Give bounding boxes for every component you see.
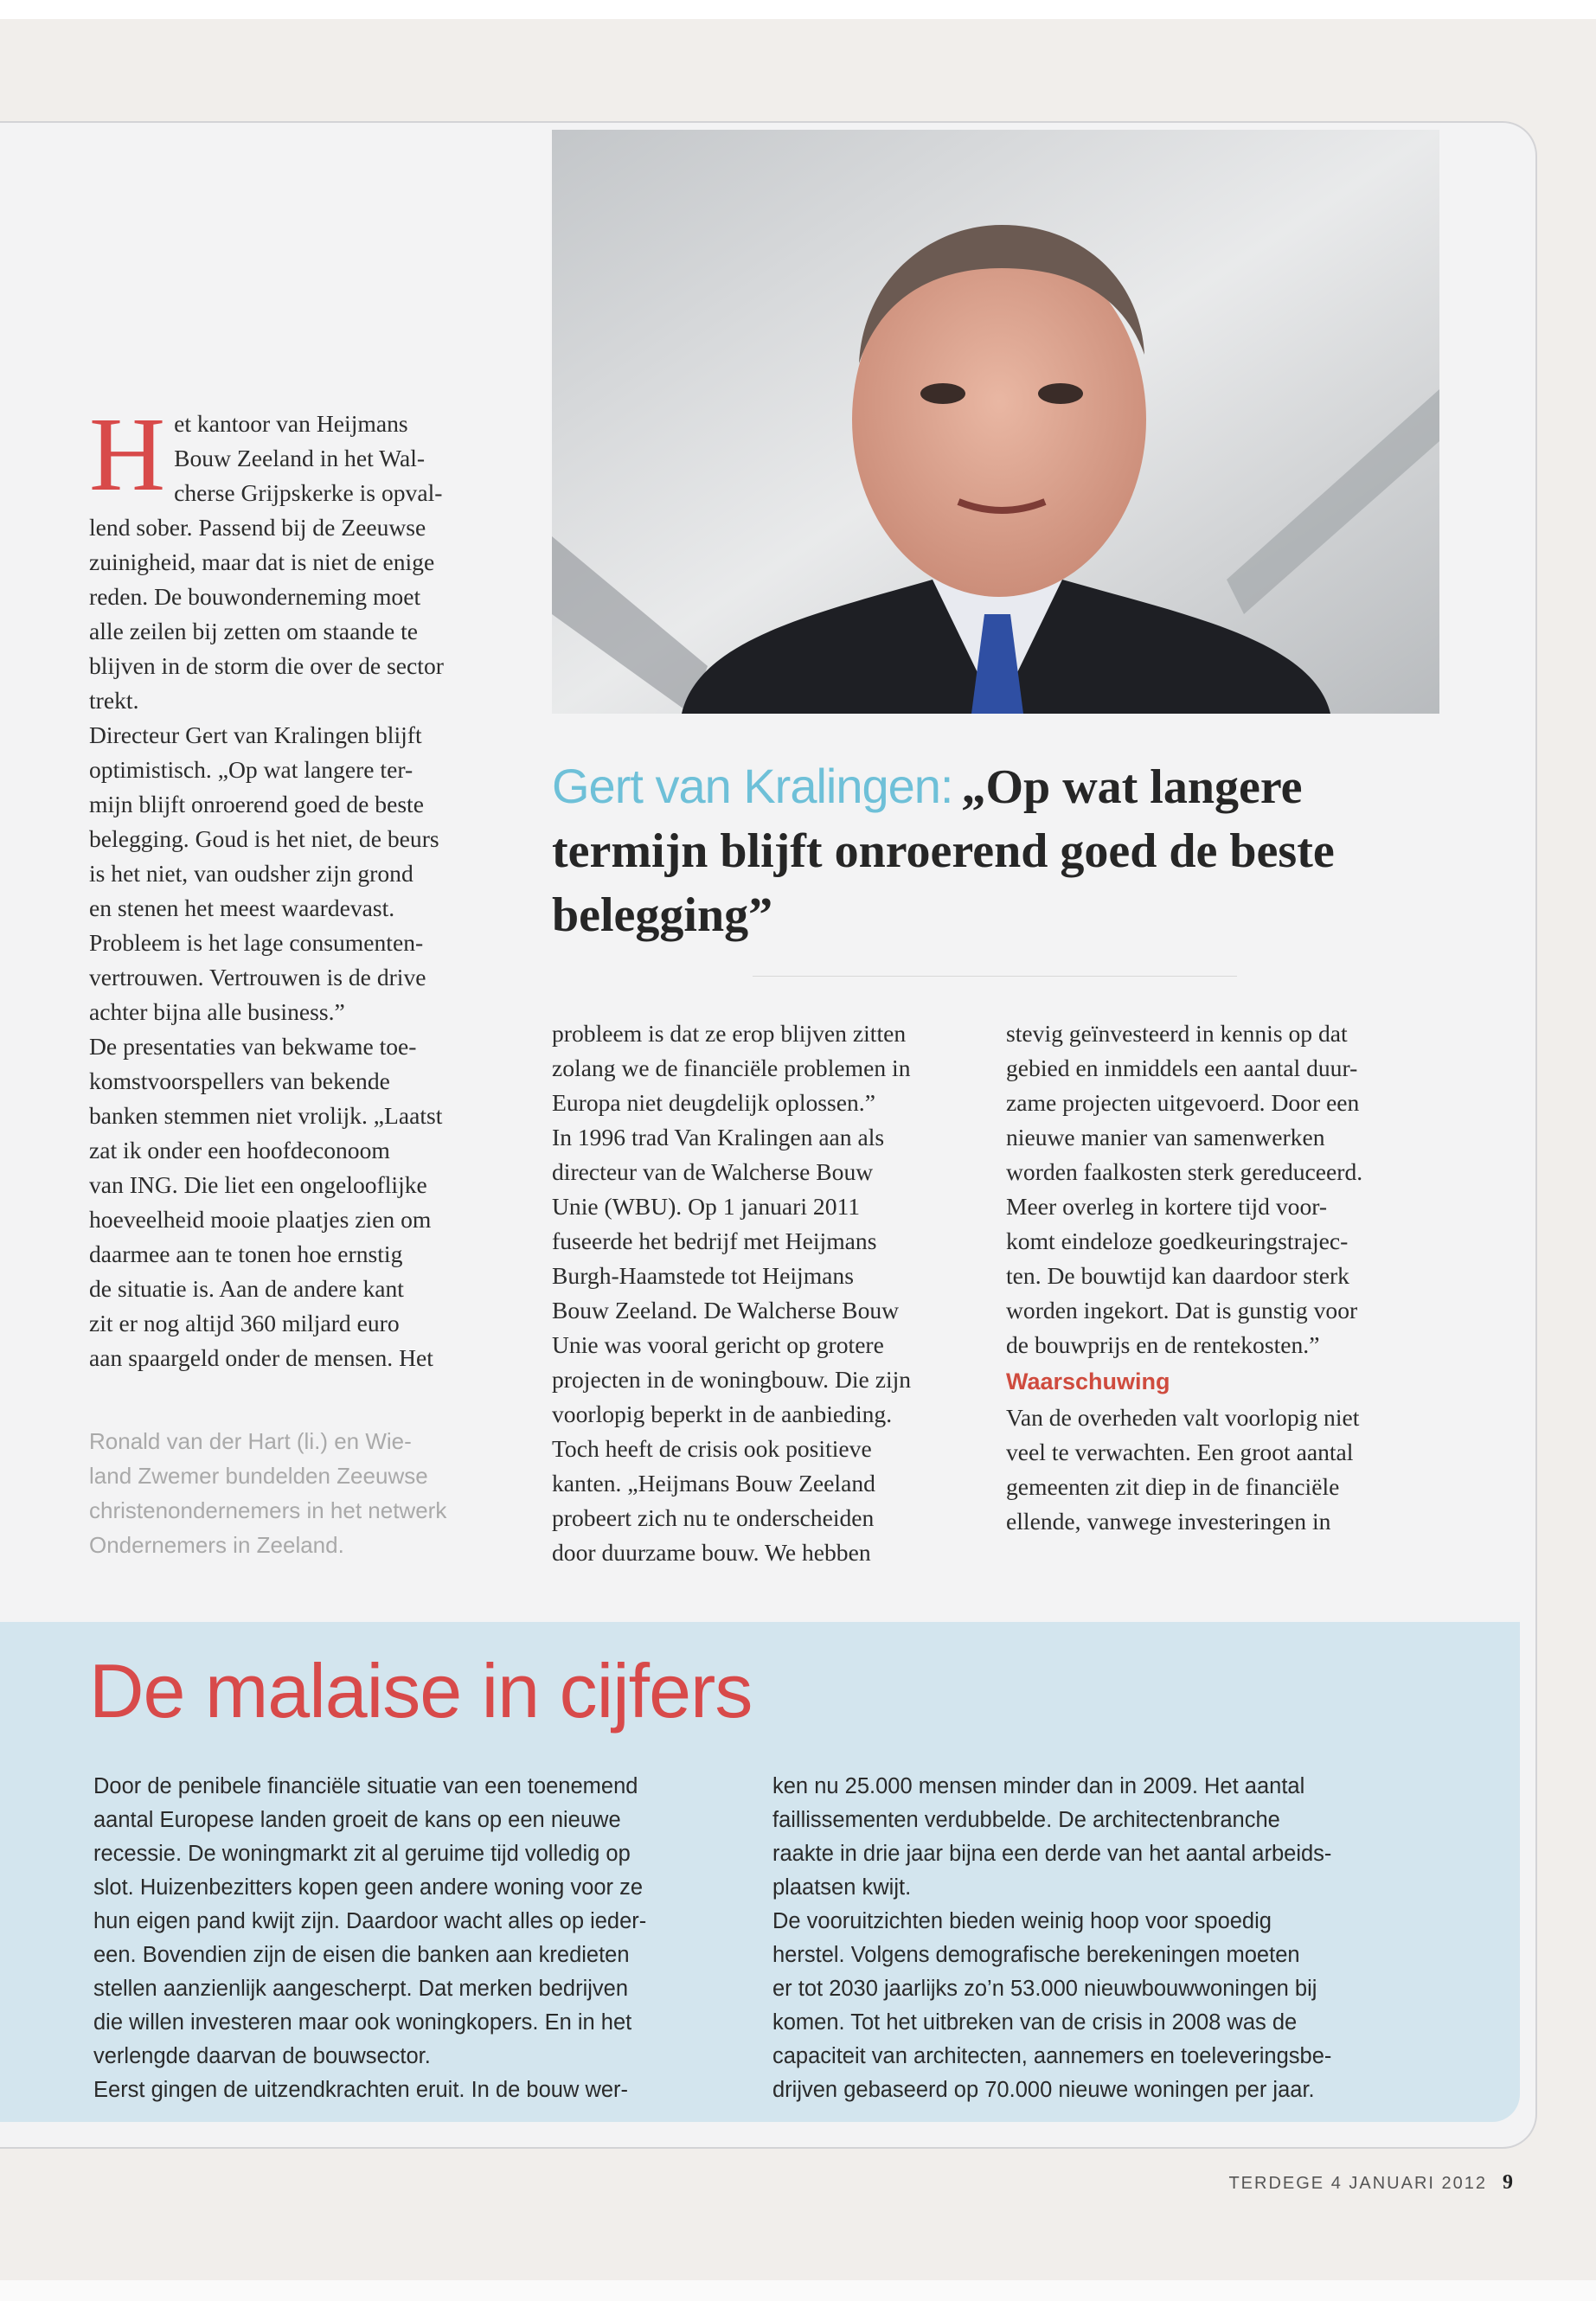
scan-border-top [0,0,1596,19]
box-column-2: ken nu 25.000 mensen minder dan in 2009. Het aantal faillissementen verdubbelde. De architectenbranche raakte in drie jaar bijna een derde van het aantal arbeids- plaatsen kwijt. De vooruitzichten bieden weinig hoop voor spoedig herstel. Volgens demografische berekeningen moeten er tot 2030 jaarlijks zo’n 53.000 nieuwbouwwoningen bij komen. Tot het uitbreken van de crisis in 2008 was de capaciteit van architecten, aannemers en toeleveringsbe- drijven gebaseerd op 70.000 nieuwe woningen per jaar. [772,1774,1332,2102]
portrait-photo [552,130,1439,714]
box-column-1: Door de penibele financiële situatie van een toenemend aantal Europese landen groeit de kans op een nieuwe recessie. De woningmarkt zit al geruime tijd volledig op slot. Huizenbezitters kopen geen andere woning voor ze hun eigen pand kwijt zijn. Daardoor wacht alles op ieder- een. Bovendien zijn de eisen die banken aan kredieten stellen aanzienlijk aangescherpt. Dat merken bedrijven die willen investeren maar ook woningkopers. En in het verlengde daarvan de bouwsector. Eerst gingen de uitzendkrachten eruit. In de bouw wer- [93,1774,647,2102]
pull-quote-text: „Op wat langere termijn blijft onroerend goed de beste belegging” [552,760,1335,942]
scan-border-bottom [0,2280,1596,2301]
pull-quote-speaker: Gert van Kralingen: [552,759,953,813]
page-footer [1228,2171,1513,2195]
article-column-3 [1006,1016,1447,1539]
box-title: De malaise in cijfers [89,1648,753,1734]
photo-caption: Ronald van der Hart (li.) en Wie- land Zwemer bundelden Zeeuwse christenondernemers in het netwerk Ondernemers in Zeeland. [89,1428,447,1558]
body-text: Van de overheden valt voorlopig niet veel te verwachten. Een groot aantal gemeenten zit diep in de financiële ellende, vanwege investeringen in [1006,1404,1360,1535]
body-text: probleem is dat ze erop blijven zitten zolang we de financiële problemen in Europa niet deugdelijk oplossen.” In 1996 trad Van Kralingen aan als directeur van de Walcherse Bouw Unie (WBU). Op 1 januari 2011 fuseerde het bedrijf met Heijmans Burgh-Haamstede tot Heijmans Bouw Zeeland. De Walcherse Bouw Unie was vooral gericht op grotere projecten in de woningbouw. Die zijn voorlopig beperkt in de aanbieding. Toch heeft de crisis ook positieve kanten. „Heijmans Bouw Zeeland probeert zich nu te onderscheiden door duurzame bouw. We hebben [552,1020,912,1566]
article-column-1 [89,396,522,1375]
body-text: lend sober. Passend bij de Zeeuwse zuinigheid, maar dat is niet de enige reden. De bouwonderneming moet alle zeilen bij zetten om staande te blijven in de storm die over de sector trekt. Directeur Gert van Kralingen blijft optimistisch. „Op wat langere ter- mijn blijft onroerend goed de beste belegging. Goud is het niet, de beurs is het niet, van oudsher zijn grond en stenen het meest waardevast. Probleem is het lage consumenten- vertrouwen. Vertrouwen is de drive achter bijna alle business.” De presentaties van bekwame toe- komstvoorspellers van bekende banken stemmen niet vrolijk. „Laatst zat ik onder een hoofdeconoom van ING. Die liet een ongelooflijke hoeveelheid mooie plaatjes zien om daarmee aan te tonen hoe ernstig de situatie is. Aan de andere kant zit er nog altijd 360 miljard euro aan spaargeld onder de mensen. Het [89,514,444,1371]
pull-quote-rule [753,976,1237,977]
body-text: stevig geïnvesteerd in kennis op dat gebied en inmiddels een aantal duur- zame projecten uitgevoerd. Door een nieuwe manier van samenwerken worden faalkosten sterk gereduceerd. Meer overleg in kortere tijd voor- komt eindeloze goedkeuringstrajec- ten. De bouwtijd kan daardoor sterk worden ingekort. Dat is gunstig voor de bouwprijs en de rentekosten.” [1006,1020,1363,1358]
subheading: Waarschuwing [1006,1368,1170,1394]
page-number: 9 [1503,2171,1513,2194]
issue-label: TERDEGE 4 JANUARI 2012 [1228,2174,1487,2193]
pull-quote [552,754,1469,947]
article-column-2 [552,1016,984,1570]
drop-cap: H [89,396,166,513]
lead-text: et kantoor van Heijmans Bouw Zeeland in het Wal- cherse Grijpskerke is opval- [174,410,443,506]
